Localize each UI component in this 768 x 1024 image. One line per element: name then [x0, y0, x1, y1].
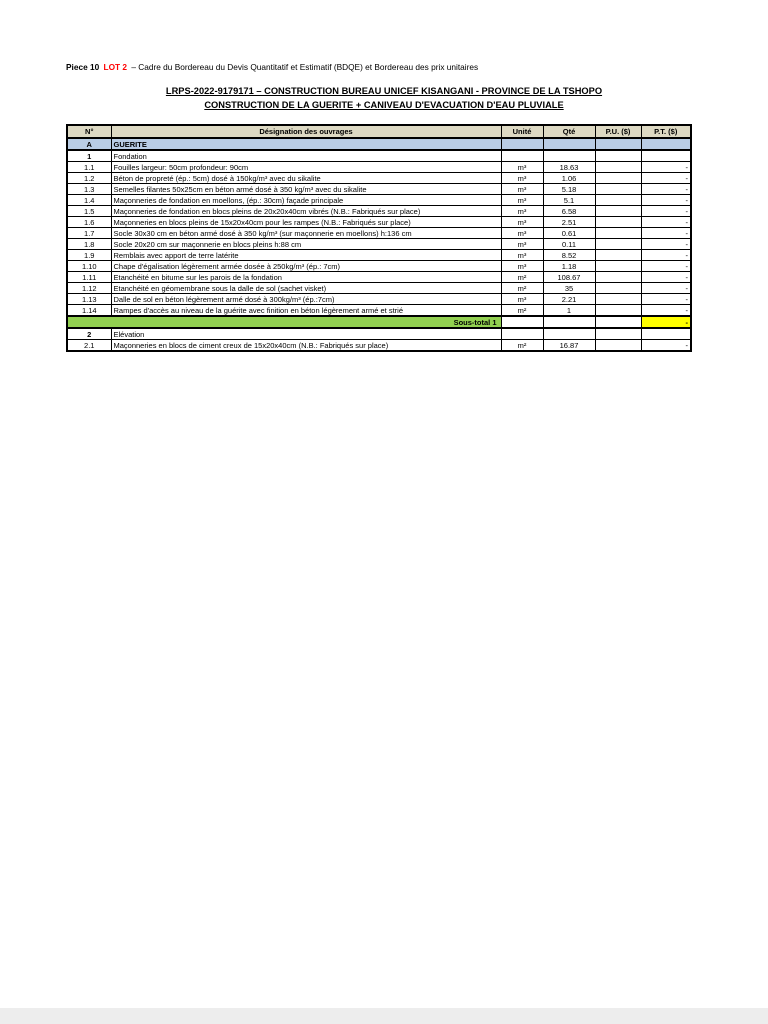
unit-cell: m³ — [501, 228, 543, 239]
table-row — [67, 150, 691, 162]
row-number-cell: 1.8 — [67, 239, 111, 250]
total-price-cell: - — [641, 206, 691, 217]
qty-cell — [543, 138, 595, 150]
designation-cell: Maçonneries en blocs pleins de 15x20x40cm pour les rampes (N.B.: Fabriqués sur place) — [111, 217, 501, 228]
total-price-cell — [641, 138, 691, 150]
table-header-row — [67, 125, 691, 138]
total-price-cell: - — [641, 239, 691, 250]
unit-price-cell — [595, 195, 641, 206]
table-row — [67, 138, 691, 150]
row-number-cell: 1.1 — [67, 162, 111, 173]
title-line-1: LRPS-2022-9179171 – CONSTRUCTION BUREAU UNICEF KISANGANI - PROVINCE DE LA TSHOPO — [165, 86, 603, 96]
unit-price-cell — [595, 250, 641, 261]
unit-price-cell — [595, 283, 641, 294]
qty-cell: 2.51 — [543, 217, 595, 228]
qty-cell: 35 — [543, 283, 595, 294]
qty-cell: 108.67 — [543, 272, 595, 283]
qty-cell: 0.61 — [543, 228, 595, 239]
unit-cell — [501, 138, 543, 150]
designation-cell: Semelles filantes 50x25cm en béton armé dosé à 350 kg/m³ avec du sikalite — [111, 184, 501, 195]
designation-cell: GUERITE — [111, 138, 501, 150]
table-row — [67, 250, 691, 261]
unit-cell: m³ — [501, 294, 543, 305]
table-row — [67, 173, 691, 184]
designation-cell: Fouilles largeur: 50cm profondeur: 90cm — [111, 162, 501, 173]
unit-cell: m³ — [501, 239, 543, 250]
unit-cell: m³ — [501, 250, 543, 261]
total-price-cell: - — [641, 162, 691, 173]
designation-cell: Maçonneries de fondation en blocs pleins de 20x20x40cm vibrés (N.B.: Fabriqués sur place) — [111, 206, 501, 217]
column-header: Unité — [501, 125, 543, 138]
total-price-cell: - — [641, 283, 691, 294]
column-header: N° — [67, 125, 111, 138]
qty-cell — [543, 328, 595, 340]
total-price-cell: - — [641, 272, 691, 283]
table-row — [67, 294, 691, 305]
designation-cell: Socle 30x30 cm en béton armé dosé à 350 kg/m³ (sur maçonnerie en moellons) h:136 cm — [111, 228, 501, 239]
unit-cell: m² — [501, 283, 543, 294]
unit-price-cell — [595, 206, 641, 217]
row-number-cell: 2.1 — [67, 340, 111, 352]
row-number-cell: A — [67, 138, 111, 150]
unit-cell: m³ — [501, 261, 543, 272]
designation-cell: Remblais avec apport de terre latérite — [111, 250, 501, 261]
designation-cell: Maçonneries en blocs de ciment creux de 15x20x40cm (N.B.: Fabriqués sur place) — [111, 340, 501, 352]
subtotal-label-cell: Sous-total 1 — [67, 316, 501, 328]
qty-cell — [543, 150, 595, 162]
bdqe-table-body — [67, 138, 691, 351]
unit-price-cell — [595, 184, 641, 195]
row-number-cell: 1.13 — [67, 294, 111, 305]
row-number-cell: 1.6 — [67, 217, 111, 228]
piece-label: Piece 10 — [66, 62, 100, 72]
qty-cell: 1 — [543, 305, 595, 317]
total-price-cell: - — [641, 294, 691, 305]
table-row — [67, 316, 691, 328]
qty-cell — [543, 316, 595, 328]
designation-cell: Socle 20x20 cm sur maçonnerie en blocs pleins h:88 cm — [111, 239, 501, 250]
unit-cell: m³ — [501, 217, 543, 228]
unit-cell: m³ — [501, 206, 543, 217]
row-number-cell: 1.5 — [67, 206, 111, 217]
unit-price-cell — [595, 217, 641, 228]
page-bottom-edge — [0, 1008, 768, 1024]
unit-cell: m³ — [501, 184, 543, 195]
designation-cell: Maçonneries de fondation en moellons, (ép.: 30cm) façade principale — [111, 195, 501, 206]
total-price-cell: - — [641, 195, 691, 206]
unit-cell: m³ — [501, 195, 543, 206]
bdqe-table-container — [66, 124, 692, 352]
qty-cell: 5.1 — [543, 195, 595, 206]
designation-cell: Béton de propreté (ép.: 5cm) dosé à 150kg/m³ avec du sikalite — [111, 173, 501, 184]
unit-cell: m³ — [501, 162, 543, 173]
total-price-cell: - — [641, 340, 691, 352]
designation-cell: Etanchéité en bitume sur les parois de la fondation — [111, 272, 501, 283]
designation-cell: Fondation — [111, 150, 501, 162]
table-row — [67, 206, 691, 217]
unit-price-cell — [595, 138, 641, 150]
unit-price-cell — [595, 173, 641, 184]
row-number-cell: 1.4 — [67, 195, 111, 206]
unit-price-cell — [595, 305, 641, 317]
row-number-cell: 1.9 — [67, 250, 111, 261]
total-price-cell: - — [641, 173, 691, 184]
table-row — [67, 162, 691, 173]
total-price-cell: - — [641, 261, 691, 272]
total-price-cell — [641, 150, 691, 162]
total-price-cell: - — [641, 250, 691, 261]
total-price-cell: - — [641, 305, 691, 317]
table-row — [67, 184, 691, 195]
title-line-2: CONSTRUCTION DE LA GUERITE + CANIVEAU D'EVACUATION D'EAU PLUVIALE — [204, 100, 564, 110]
row-number-cell: 1.2 — [67, 173, 111, 184]
qty-cell: 8.52 — [543, 250, 595, 261]
designation-cell: Dalle de sol en béton légèrement armé dosé à 300kg/m³ (ép.:7cm) — [111, 294, 501, 305]
unit-cell: m² — [501, 305, 543, 317]
row-number-cell: 1.7 — [67, 228, 111, 239]
designation-cell: Etanchéité en géomembrane sous la dalle de sol (sachet visket) — [111, 283, 501, 294]
row-number-cell: 1.12 — [67, 283, 111, 294]
designation-cell: Chape d'égalisation légèrement armée dosée à 250kg/m³ (ép.: 7cm) — [111, 261, 501, 272]
row-number-cell: 1.3 — [67, 184, 111, 195]
table-row — [67, 272, 691, 283]
table-row — [67, 305, 691, 317]
total-price-cell: - — [641, 217, 691, 228]
qty-cell: 1.06 — [543, 173, 595, 184]
unit-cell — [501, 328, 543, 340]
row-number-cell: 2 — [67, 328, 111, 340]
document-title — [0, 84, 768, 112]
unit-price-cell — [595, 162, 641, 173]
table-row — [67, 261, 691, 272]
total-price-cell: - — [641, 228, 691, 239]
table-row — [67, 195, 691, 206]
column-header: Qté — [543, 125, 595, 138]
unit-cell — [501, 150, 543, 162]
bdqe-table — [66, 124, 692, 352]
row-number-cell: 1 — [67, 150, 111, 162]
table-row — [67, 217, 691, 228]
piece-description: – Cadre du Bordereau du Devis Quantitatif et Estimatif (BDQE) et Bordereau des prix unitaires — [131, 62, 479, 72]
total-price-cell — [641, 328, 691, 340]
total-price-cell: - — [641, 316, 691, 328]
unit-price-cell — [595, 294, 641, 305]
table-row — [67, 228, 691, 239]
qty-cell: 16.87 — [543, 340, 595, 352]
unit-price-cell — [595, 239, 641, 250]
row-number-cell: 1.14 — [67, 305, 111, 317]
qty-cell: 6.58 — [543, 206, 595, 217]
table-row — [67, 239, 691, 250]
column-header: P.U. ($) — [595, 125, 641, 138]
unit-price-cell — [595, 340, 641, 352]
unit-cell: m² — [501, 272, 543, 283]
column-header: P.T. ($) — [641, 125, 691, 138]
unit-price-cell — [595, 316, 641, 328]
lot-label: LOT 2 — [103, 62, 128, 72]
table-row — [67, 283, 691, 294]
designation-cell: Elévation — [111, 328, 501, 340]
unit-cell — [501, 316, 543, 328]
unit-cell: m³ — [501, 173, 543, 184]
qty-cell: 2.21 — [543, 294, 595, 305]
table-row — [67, 340, 691, 352]
qty-cell: 5.18 — [543, 184, 595, 195]
total-price-cell: - — [641, 184, 691, 195]
unit-price-cell — [595, 261, 641, 272]
qty-cell: 0.11 — [543, 239, 595, 250]
unit-cell: m² — [501, 340, 543, 352]
unit-price-cell — [595, 272, 641, 283]
column-header: Désignation des ouvrages — [111, 125, 501, 138]
table-row — [67, 328, 691, 340]
unit-price-cell — [595, 328, 641, 340]
piece-line — [66, 62, 478, 72]
qty-cell: 18.63 — [543, 162, 595, 173]
unit-price-cell — [595, 150, 641, 162]
designation-cell: Rampes d'accès au niveau de la guérite avec finition en béton légèrement armé et strié — [111, 305, 501, 317]
row-number-cell: 1.10 — [67, 261, 111, 272]
qty-cell: 1.18 — [543, 261, 595, 272]
row-number-cell: 1.11 — [67, 272, 111, 283]
unit-price-cell — [595, 228, 641, 239]
